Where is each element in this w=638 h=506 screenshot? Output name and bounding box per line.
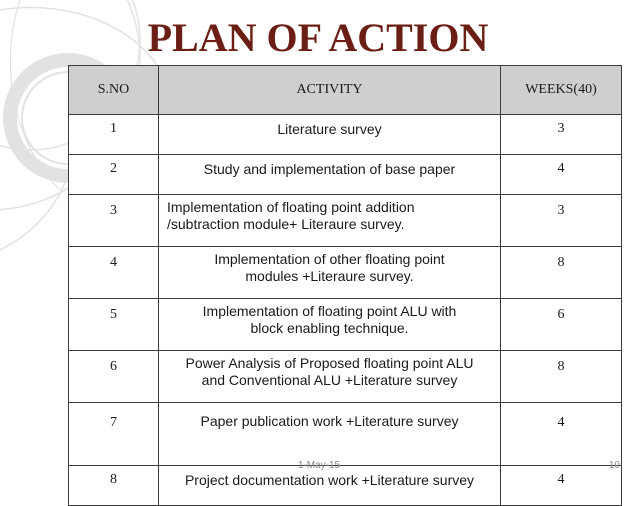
footer-date: 1-May-15 [297, 460, 341, 471]
activity-line: Implementation of floating point ALU with [202, 303, 457, 319]
row-activity [159, 247, 501, 299]
header-activity: ACTIVITY [159, 66, 501, 115]
row-weeks: 4 [501, 466, 622, 506]
row-weeks: 4 [501, 155, 622, 195]
row-activity [159, 195, 501, 247]
row-activity [159, 299, 501, 351]
row-sno: 8 [69, 466, 159, 506]
table-row [69, 466, 622, 506]
activity-line: modules +Literaure survey. [245, 268, 414, 284]
header-weeks: WEEKS(40) [501, 66, 622, 115]
row-sno: 6 [69, 351, 159, 403]
activity-line: Power Analysis of Proposed floating point ALU [185, 355, 474, 371]
table-row [69, 247, 622, 299]
row-activity [159, 466, 501, 506]
activity-line: Project documentation work +Literature survey [184, 472, 475, 488]
row-weeks: 6 [501, 299, 622, 351]
table-row [69, 115, 622, 155]
row-activity [159, 403, 501, 466]
table-row [69, 195, 622, 247]
row-activity [159, 115, 501, 155]
activity-line: /subtraction module+ Literaure survey. [167, 216, 405, 232]
activity-line: block enabling technique. [250, 320, 409, 336]
activity-line: Implementation of floating point addition [167, 199, 415, 215]
activity-line: Paper publication work +Literature survey [200, 413, 459, 429]
header-sno: S.NO [69, 66, 159, 115]
activity-line: Literature survey [277, 121, 382, 137]
row-activity [159, 155, 501, 195]
activity-line: Implementation of other floating point [214, 251, 445, 267]
table-row [69, 155, 622, 195]
row-sno: 7 [69, 403, 159, 466]
row-weeks: 3 [501, 195, 622, 247]
slide-title: PLAN OF ACTION [147, 15, 489, 60]
table-row [69, 403, 622, 466]
plan-of-action-table [68, 65, 622, 506]
activity-line: Study and implementation of base paper [203, 161, 456, 177]
row-sno: 4 [69, 247, 159, 299]
table-row [69, 351, 622, 403]
row-weeks: 8 [501, 247, 622, 299]
row-sno: 5 [69, 299, 159, 351]
row-weeks: 3 [501, 115, 622, 155]
row-activity [159, 351, 501, 403]
activity-line: and Conventional ALU +Literature survey [201, 372, 458, 388]
row-weeks: 4 [501, 403, 622, 466]
row-sno: 2 [69, 155, 159, 195]
row-weeks: 8 [501, 351, 622, 403]
table-row [69, 299, 622, 351]
table-header-row [69, 66, 622, 115]
row-sno: 3 [69, 195, 159, 247]
row-sno: 1 [69, 115, 159, 155]
page-number: 10 [608, 460, 620, 471]
